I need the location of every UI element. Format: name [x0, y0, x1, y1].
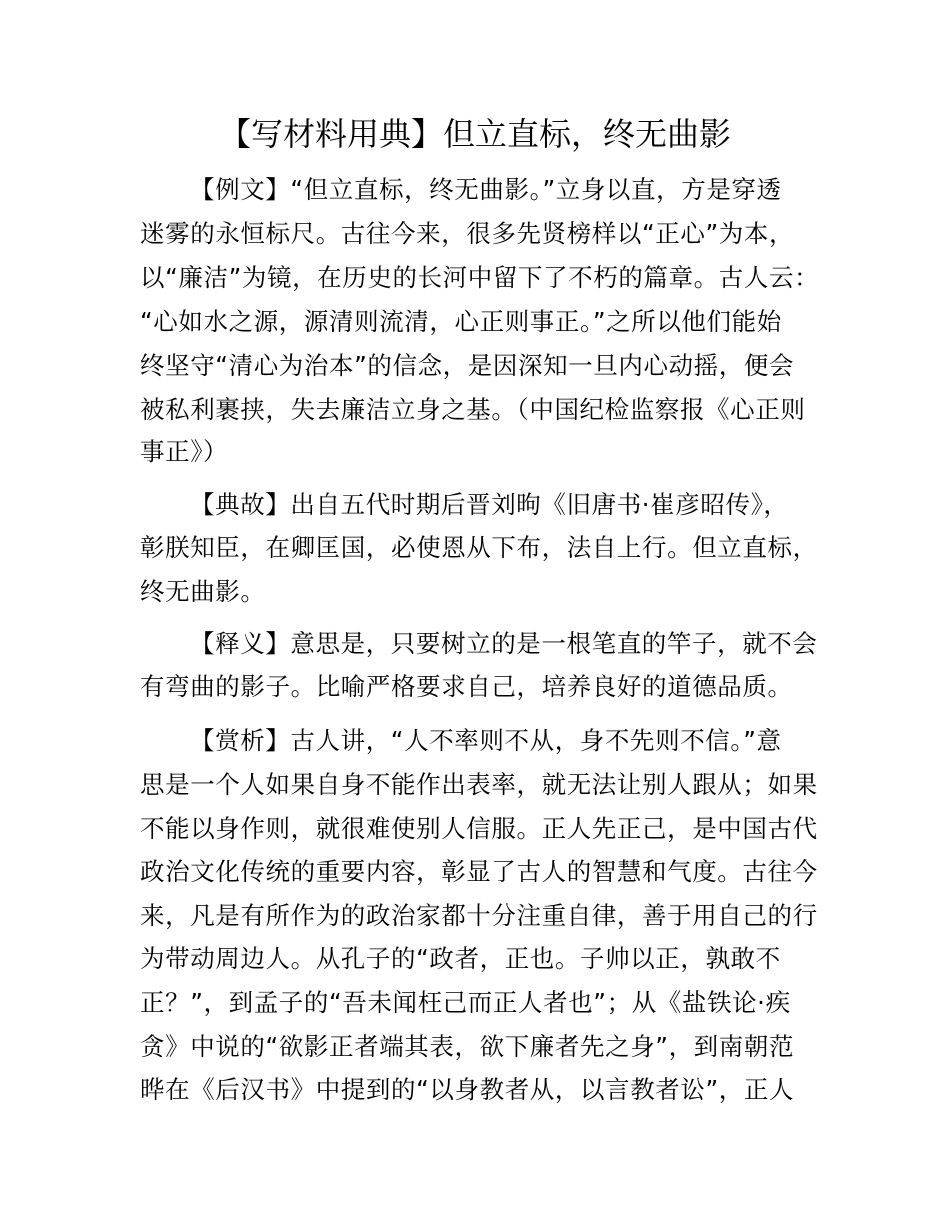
- paragraph-analysis-line-7: 正？”，到孟子的“吾未闻枉己而正人者也”；从《盐铁论·疾: [140, 988, 791, 1017]
- paragraph-meaning-line-2: 有弯曲的影子。比喻严格要求自己，培养良好的道德品质。: [140, 672, 793, 701]
- paragraph-analysis-line-8: 贪》中说的“欲影正者端其表，欲下廉者先之身”，到南朝范: [140, 1032, 795, 1061]
- paragraph-analysis-line-1: 【赏析】古人讲，“人不率则不从，身不先则不信。”意: [190, 726, 782, 755]
- paragraph-analysis-line-6: 为带动周边人。从孔子的“政者，正也。子帅以正，孰敢不: [140, 944, 781, 973]
- paragraph-allusion-line-3: 终无曲影。: [140, 577, 266, 606]
- paragraph-example-line-3: 以“廉洁”为镜，在历史的长河中留下了不朽的篇章。古人云：: [140, 263, 820, 292]
- paragraph-analysis-line-4: 政治文化传统的重要内容，彰显了古人的智慧和气度。古往今: [140, 857, 818, 886]
- paragraph-analysis-line-5: 来，凡是有所作为的政治家都十分注重自律，善于用自己的行: [140, 901, 818, 930]
- paragraph-analysis-line-3: 不能以身作则，就很难使别人信服。正人先正己，是中国古代: [140, 814, 818, 843]
- paragraph-example-line-6: 被私利裹挟，失去廉洁立身之基。（中国纪检监察报《心正则: [140, 395, 806, 424]
- paragraph-example-line-5: 终坚守“清心为治本”的信念，是因深知一旦内心动摇，便会: [140, 351, 795, 380]
- paragraph-example-line-1: 【例文】“但立直标，终无曲影。”立身以直，方是穿透: [190, 175, 782, 204]
- paragraph-analysis-line-9: 晔在《后汉书》中提到的“以身教者从，以言教者讼”，正人: [140, 1075, 795, 1104]
- page-title: 【写材料用典】但立直标，终无曲影: [218, 115, 731, 153]
- paragraph-allusion-line-2: 彰朕知臣，在卿匡国，必使恩从下布，法自上行。但立直标，: [140, 533, 818, 562]
- paragraph-allusion-line-1: 【典故】出自五代时期后晋刘昫《旧唐书·崔彦昭传》，: [190, 490, 789, 519]
- paragraph-analysis-line-2: 思是一个人如果自身不能作出表率，就无法让别人跟从；如果: [140, 770, 818, 799]
- paragraph-example-line-2: 迷雾的永恒标尺。古往今来，很多先贤榜样以“正心”为本，: [140, 219, 795, 248]
- paragraph-meaning-line-1: 【释义】意思是，只要树立的是一根笔直的竿子，就不会: [190, 629, 818, 658]
- paragraph-example-line-7: 事正》）: [140, 437, 229, 466]
- paragraph-example-line-4: “心如水之源，源清则流清，心正则事正。”之所以他们能始: [140, 307, 782, 336]
